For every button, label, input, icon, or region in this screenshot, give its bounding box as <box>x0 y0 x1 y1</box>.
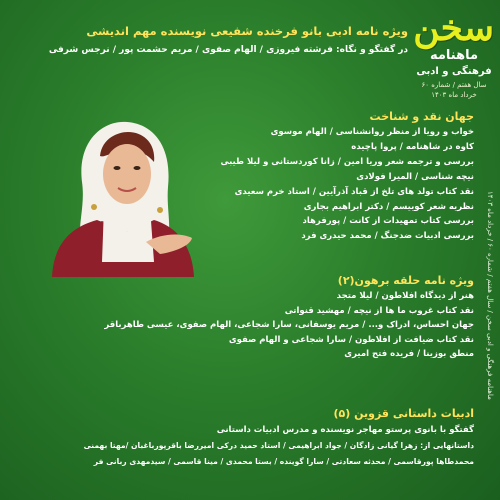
list-item: خواب و رویا از منظر روانشناسی / الهام موسوی <box>270 127 474 137</box>
list-item: نقد کتاب غروب ما ها از نیچه / مهشید قنواتی <box>284 305 474 316</box>
list-item: نقد کتاب تولد های تلخ از قباد آذرآیین / استاد خرم سعیدی <box>234 186 474 197</box>
list-item: بررسی کتاب تمهیدات از کانت / پورفرهاد <box>302 216 474 227</box>
section-critique <box>174 109 474 244</box>
list-item: بررسی ادبیات ضدجنگ / محمد حیدری فرد <box>301 231 474 242</box>
cover-header <box>0 0 500 110</box>
list-item: منطق بوزینا / فریده فتح امیری <box>344 349 474 360</box>
list-item: نقد کتاب ضیافت از افلاطون / سارا شجاعی و الهام صفوی <box>228 334 474 345</box>
issue-date: خرداد ماه ۱۴۰۳ <box>431 91 477 99</box>
list-item: کاوه در شاهنامه / پروا پاچیده <box>351 141 474 152</box>
logo-word: سخن <box>413 7 494 49</box>
list-item: داستانهایی از: زهرا گیانی زادگان / جواد ابراهیمی / استاد حمید درکی امیررضا باقرپورباغبان /مهتا بهمنی <box>83 441 474 450</box>
section-borhoon <box>104 273 474 362</box>
list-item: جهان احساس، ادراک و... / مریم یوسفانی، سارا شجاعی، الهام صفوی، عیسی طاهرباقر <box>104 320 474 331</box>
list-item: هنر از دیدگاه افلاطون / لیلا متجد <box>336 291 474 301</box>
section-title: جهان نقد و شناخت <box>369 110 474 123</box>
section-qazvin-fiction <box>14 406 474 470</box>
section-title: ادبیات داستانی قزوین (۵) <box>333 407 474 420</box>
list-item: نظریه شعر کوییسم / دکتر ابراهیم بجاری <box>303 201 474 212</box>
list-item: محمدطاها پورقاسمی / محدثه سعادتی / سارا گوینده / بستا محمدی / مینا قاسمی / سیدمهدی ربانی فر <box>93 457 474 466</box>
section-title: ویژه نامه حلقه برهون(۲) <box>337 274 474 287</box>
list-item: نیچه شناسی / المیرا فولادی <box>356 171 474 182</box>
issue-number: سال هفتم / شماره ۶۰ <box>421 81 487 89</box>
magazine-logo <box>414 8 494 100</box>
logo-line1: ماهنامه <box>429 48 479 63</box>
cover-title: ویژه نامه ادبی بانو فرخنده شفیعی نویسنده مهم اندیشی <box>86 24 408 38</box>
logo-line2: فرهنگی و ادبی <box>416 66 492 77</box>
list-item: بررسی و ترجمه شعر وریا امین / زانا کوردستانی و لیلا طیبی <box>220 156 474 167</box>
cover-subtitle: در گفتگو و نگاه: فرشته فیروزی / الهام صفوی / مریم حشمت پور / نرجس شرفی <box>48 45 408 55</box>
spine-text: ماهنامه فرهنگی و ادبی سخن / سال هفتم / شماره ۶۰ / خرداد ماه ۱۴۰۳ <box>486 190 494 400</box>
list-item: گفتگو با بانوی پرستو مهاجر نویسنده و مدرس ادبیات داستانی <box>216 425 474 435</box>
